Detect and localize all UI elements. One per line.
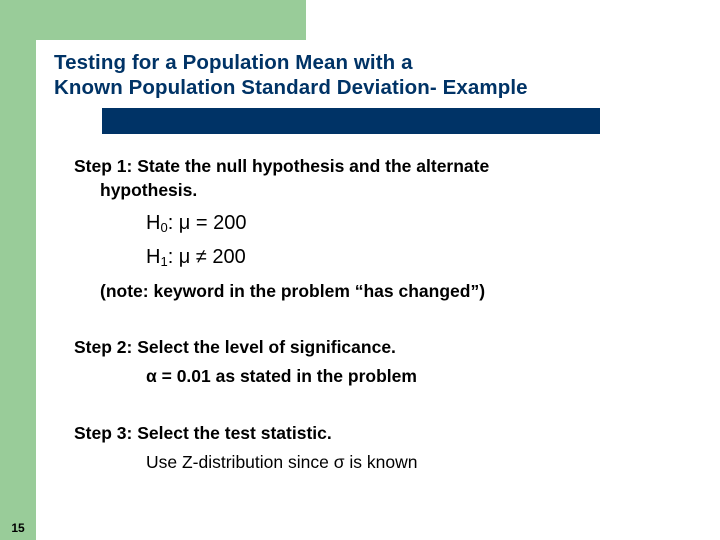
slide-title — [54, 50, 614, 100]
step3-detail: Use Z-distribution since σ is known — [146, 452, 418, 472]
slide-number: 15 — [11, 521, 25, 535]
step1-note: (note: keyword in the problem “has changed”) — [100, 281, 486, 301]
h1-symbol: H — [146, 246, 161, 268]
step2-detail: α = 0.01 as stated in the problem — [146, 366, 417, 386]
h1-subscript: 1 — [160, 254, 168, 269]
null-hypothesis — [146, 212, 247, 235]
left-green-band — [0, 0, 36, 540]
step1-heading-line1: Step 1: State the null hypothesis and the alternate — [74, 156, 490, 176]
step3-heading: Step 3: Select the test statistic. — [74, 423, 332, 443]
title-underline-bar-cap — [102, 108, 128, 134]
alternate-hypothesis — [146, 246, 246, 269]
h0-statement: : μ = 200 — [167, 212, 247, 234]
title-line-2: Known Population Standard Deviation- Example — [54, 76, 528, 99]
step1-heading-line2: hypothesis. — [100, 180, 198, 200]
h1-statement: : μ ≠ 200 — [167, 246, 246, 268]
h0-symbol: H — [146, 212, 161, 234]
step2-heading: Step 2: Select the level of significance. — [74, 337, 396, 357]
title-underline-bar — [102, 108, 600, 134]
top-green-band — [36, 0, 306, 40]
h0-subscript: 0 — [160, 220, 168, 235]
title-line-1: Testing for a Population Mean with a — [54, 51, 413, 74]
